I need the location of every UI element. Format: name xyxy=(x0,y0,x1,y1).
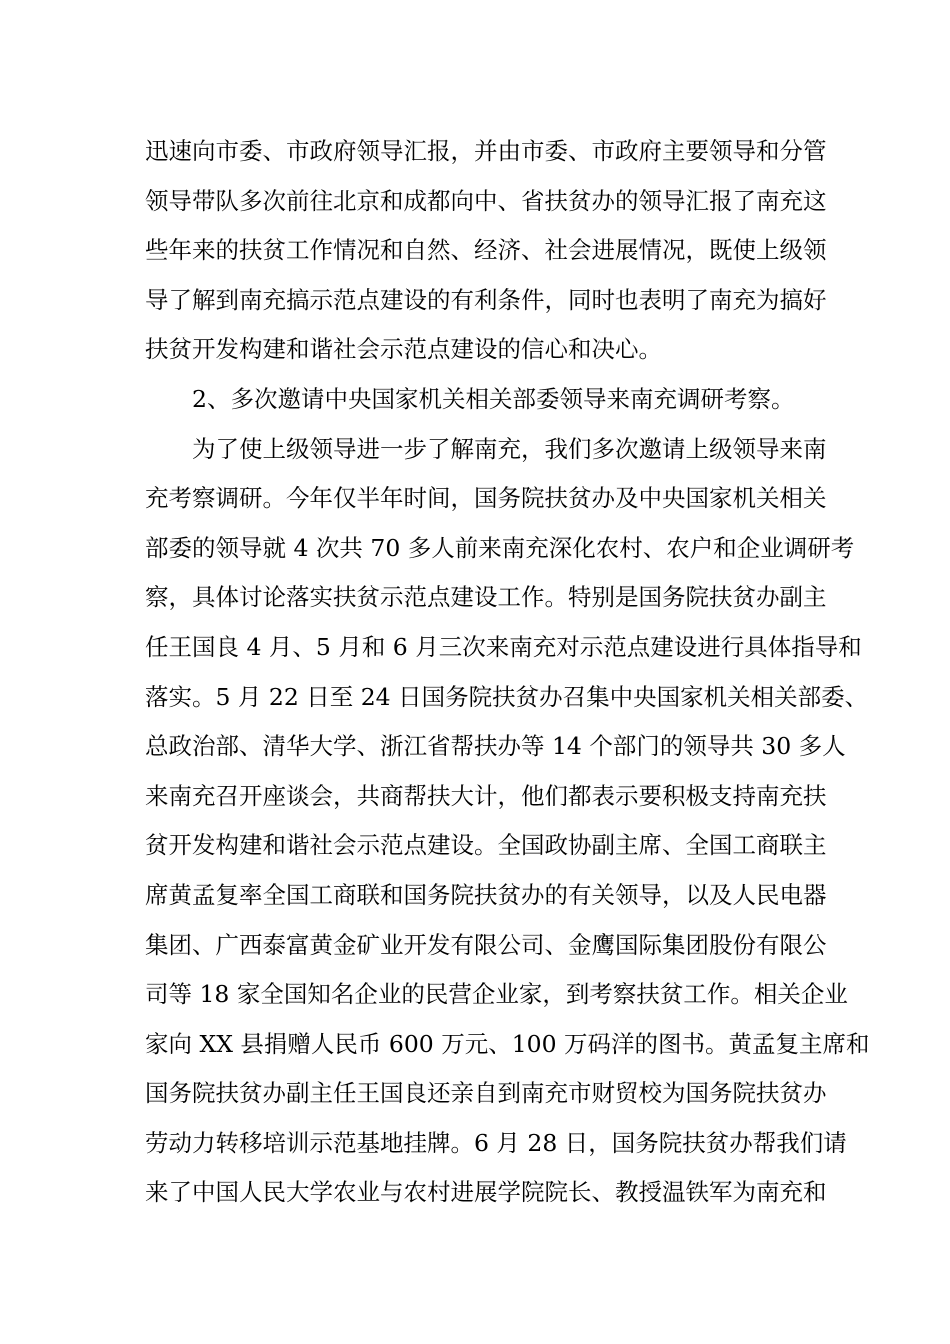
text-line: 2、多次邀请中央国家机关相关部委领导来南充调研考察。 xyxy=(192,384,795,413)
text-line: 集团、广西泰富黄金矿业开发有限公司、金鹰国际集团股份有限公 xyxy=(145,930,827,959)
text-line: 些年来的扶贫工作情况和自然、经济、社会进展情况，既使上级领 xyxy=(145,236,827,265)
text-line: 国务院扶贫办副主任王国良还亲自到南充市财贸校为国务院扶贫办 xyxy=(145,1079,827,1108)
text-line: 家向 XX 县捐赠人民币 600 万元、100 万码洋的图书。黄孟复主席和 xyxy=(145,1029,870,1058)
body-text xyxy=(145,127,870,1218)
text-line: 领导带队多次前往北京和成都向中、省扶贫办的领导汇报了南充这 xyxy=(145,186,827,215)
text-line: 为了使上级领导进一步了解南充，我们多次邀请上级领导来南 xyxy=(192,434,827,463)
text-line: 落实。5 月 22 日至 24 日国务院扶贫办召集中央国家机关相关部委、 xyxy=(145,682,869,711)
text-line: 部委的领导就 4 次共 70 多人前来南充深化农村、农户和企业调研考 xyxy=(145,533,855,562)
text-line: 来了中国人民大学农业与农村进展学院院长、教授温铁军为南充和 xyxy=(145,1178,827,1207)
text-line: 充考察调研。今年仅半年时间，国务院扶贫办及中央国家机关相关 xyxy=(145,484,827,513)
text-line: 席黄孟复率全国工商联和国务院扶贫办的有关领导，以及人民电器 xyxy=(145,880,827,909)
text-line: 贫开发构建和谐社会示范点建设。全国政协副主席、全国工商联主 xyxy=(145,831,827,860)
text-line: 任王国良 4 月、5 月和 6 月三次来南充对示范点建设进行具体指导和 xyxy=(145,632,862,661)
text-line: 扶贫开发构建和谐社会示范点建设的信心和决心。 xyxy=(145,335,662,364)
text-line: 迅速向市委、市政府领导汇报，并由市委、市政府主要领导和分管 xyxy=(145,137,827,165)
text-line: 劳动力转移培训示范基地挂牌。6 月 28 日，国务院扶贫办帮我们请 xyxy=(145,1128,847,1157)
text-line: 来南充召开座谈会，共商帮扶大计，他们都表示要积极支持南充扶 xyxy=(145,781,827,810)
text-line: 司等 18 家全国知名企业的民营企业家，到考察扶贫工作。相关企业 xyxy=(145,980,848,1009)
text-line: 导了解到南充搞示范点建设的有利条件，同时也表明了南充为搞好 xyxy=(145,285,827,314)
text-line: 察，具体讨论落实扶贫示范点建设工作。特别是国务院扶贫办副主 xyxy=(145,583,827,612)
text-line: 总政治部、清华大学、浙江省帮扶办等 14 个部门的领导共 30 多人 xyxy=(145,732,846,761)
